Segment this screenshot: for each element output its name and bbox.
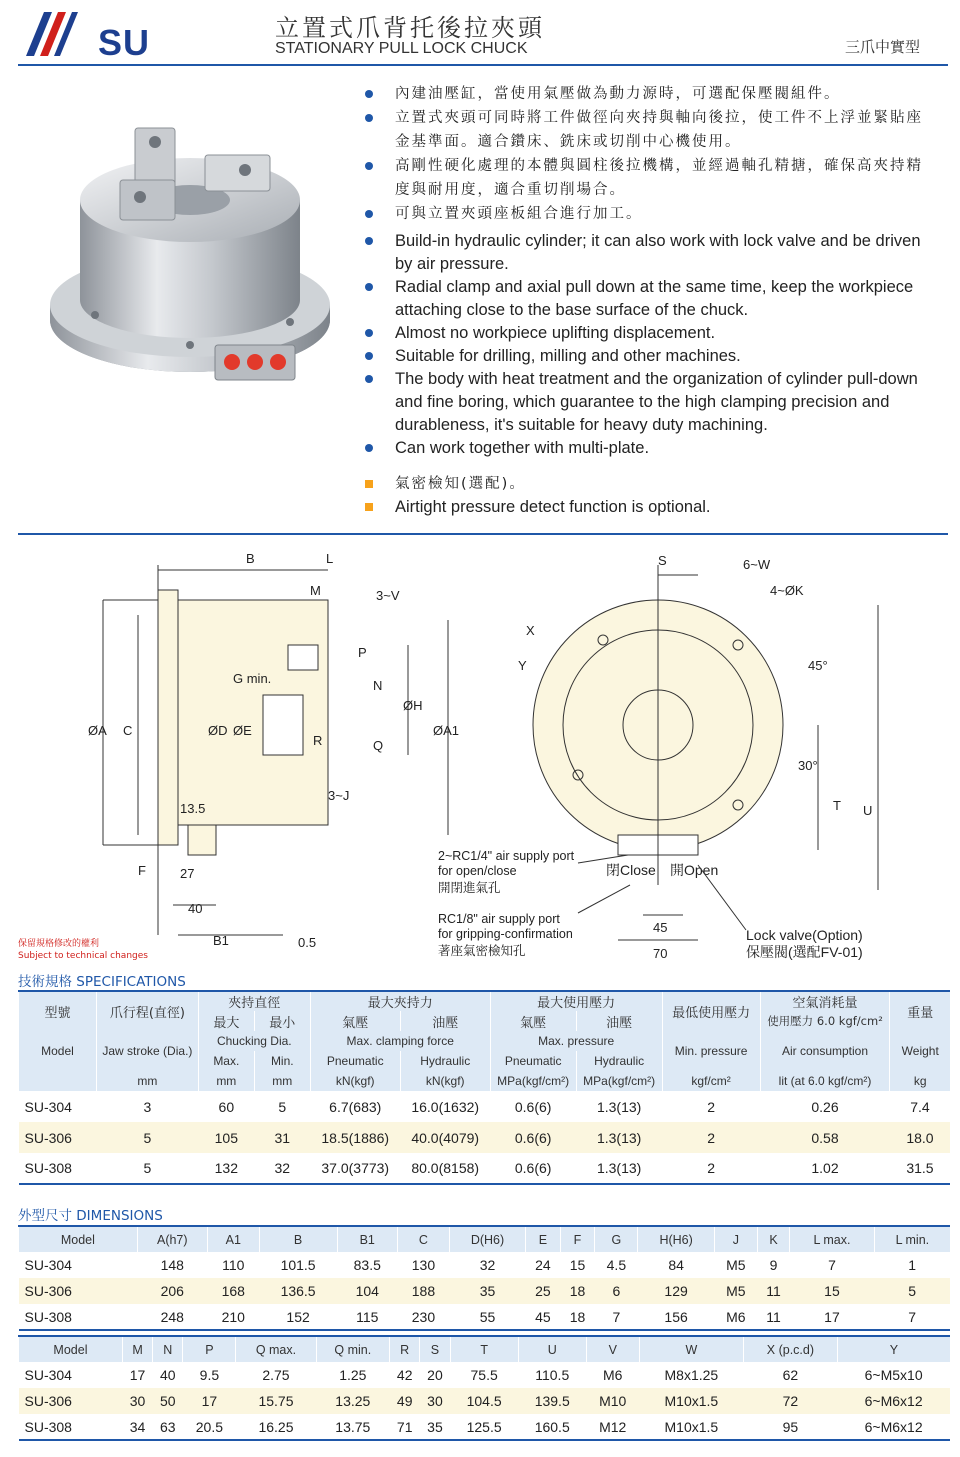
column-header: Model <box>19 1226 138 1252</box>
unit-cell: kgf/cm² <box>662 1071 760 1091</box>
value-cell: 6~M6x12 <box>837 1414 950 1440</box>
header-force-zh: 最大夾持力 <box>310 991 490 1011</box>
feature-en-2: Radial clamp and axial pull down at the same time, keep the workpiece attaching close to the base surface of the chuck. <box>365 276 935 322</box>
dim-label-T: T <box>833 798 841 813</box>
dim-label-C: C <box>123 723 133 738</box>
value-cell: 42 <box>396 1367 413 1383</box>
value-cell: 0.6(6) <box>490 1153 576 1184</box>
value-cell: 84 <box>668 1257 684 1273</box>
value-cell: 25 <box>526 1278 561 1304</box>
column-header: M <box>122 1336 152 1362</box>
header-air-zh: 空氣消耗量 <box>760 991 890 1011</box>
header-min-zh: 最小 <box>254 1011 310 1031</box>
header-pressure-en: Max. pressure <box>490 1031 662 1051</box>
dim-label-30deg: 30° <box>798 758 818 773</box>
column-header: B <box>259 1226 337 1252</box>
value-cell: 15 <box>569 1257 586 1273</box>
dim-label-H: ØH <box>403 698 423 713</box>
feature-list <box>365 82 935 519</box>
dim-label-R: R <box>313 733 323 748</box>
unit-cell: mm <box>254 1071 310 1091</box>
value-cell: 72 <box>744 1388 838 1414</box>
orange-square-icon <box>365 503 373 511</box>
value-cell: 7 <box>828 1257 836 1273</box>
value-cell: 32 <box>479 1257 496 1273</box>
value-cell: 11 <box>757 1278 789 1304</box>
value-cell: 0.26 <box>811 1098 839 1115</box>
bullet-icon <box>365 237 373 245</box>
value-cell: 152 <box>259 1304 337 1330</box>
value-cell: 1.25 <box>339 1367 367 1383</box>
value-cell: 30 <box>122 1388 152 1414</box>
value-cell: 9.5 <box>199 1367 220 1383</box>
column-header: Y <box>837 1336 950 1362</box>
value-cell: 40.0(4079) <box>400 1122 490 1153</box>
model-cell: SU-306 <box>19 1278 138 1304</box>
table-row <box>19 1278 951 1304</box>
model-cell: SU-308 <box>19 1304 138 1330</box>
value-cell: 13.75 <box>316 1414 389 1440</box>
header-minpress-en: Min. pressure <box>662 1031 760 1071</box>
value-cell: 210 <box>207 1304 259 1330</box>
column-header: A1 <box>207 1226 259 1252</box>
header-weight-zh: 重量 <box>890 991 950 1031</box>
header-hydraulic-zh: 油壓 <box>400 1011 490 1031</box>
value-cell: 60 <box>218 1098 235 1115</box>
value-cell: 50 <box>153 1388 183 1414</box>
column-header: W <box>639 1336 743 1362</box>
callout-open: 開Open <box>670 862 719 878</box>
column-header: G <box>595 1226 638 1252</box>
dim-label-U: U <box>863 803 873 818</box>
unit-cell: mm <box>96 1071 198 1091</box>
brand-logo <box>18 10 151 63</box>
value-cell: 24 <box>535 1257 551 1273</box>
value-cell: 1.3(13) <box>596 1098 642 1115</box>
table-row <box>19 1304 951 1330</box>
callout-supply-en2: for open/close <box>438 864 517 878</box>
value-cell: 110.5 <box>535 1367 570 1383</box>
dimensions-table-2-header <box>19 1336 951 1362</box>
value-cell: 125.5 <box>450 1414 518 1440</box>
callout-lock-valve-zh: 保壓閥(選配FV-01) <box>746 944 863 960</box>
value-cell: 104.5 <box>450 1388 518 1414</box>
table-row <box>19 1414 951 1440</box>
value-cell: 18 <box>560 1304 595 1330</box>
feature-en-4: Suitable for drilling, milling and other machines. <box>365 345 935 368</box>
value-cell: 104 <box>337 1278 398 1304</box>
optional-feature-zh: 氣密檢知(選配)。 <box>365 472 935 496</box>
technical-drawing <box>18 545 948 970</box>
value-cell: 206 <box>137 1278 207 1304</box>
dim-label-45deg: 45° <box>808 658 828 673</box>
dim-label-X: X <box>526 623 535 638</box>
value-cell: 49 <box>390 1388 420 1414</box>
callout-supply-en1: 2~RC1/4" air supply port <box>438 849 575 863</box>
header-max-zh: 最大 <box>198 1011 254 1031</box>
value-cell: 129 <box>638 1278 714 1304</box>
value-cell: 132 <box>198 1153 254 1184</box>
value-cell: 1 <box>908 1257 916 1273</box>
value-cell: M5 <box>726 1257 746 1273</box>
column-header: S <box>420 1336 450 1362</box>
column-header: L min. <box>874 1226 950 1252</box>
column-header: Q max. <box>236 1336 316 1362</box>
bullet-icon <box>365 114 373 122</box>
model-cell: SU-304 <box>24 1257 72 1273</box>
column-header: K <box>757 1226 789 1252</box>
value-cell: M6 <box>603 1367 623 1383</box>
value-cell: 148 <box>160 1257 184 1273</box>
value-cell: 2 <box>662 1153 760 1184</box>
value-cell: M10x1.5 <box>639 1388 743 1414</box>
dim-label-3J: 3~J <box>328 788 350 803</box>
value-cell: M5 <box>714 1278 757 1304</box>
value-cell: 2.75 <box>262 1367 290 1383</box>
dimensions-table-2 <box>18 1335 950 1441</box>
value-cell: M6 <box>714 1304 757 1330</box>
header-air-en: Air consumption <box>760 1031 890 1071</box>
value-cell: 7.4 <box>910 1098 930 1115</box>
dimensions-title: 外型尺寸 DIMENSIONS <box>18 1208 163 1224</box>
callout-close: 閉Close <box>606 862 656 878</box>
product-photo <box>40 100 340 400</box>
value-cell: 20.5 <box>183 1414 236 1440</box>
value-cell: 31.5 <box>890 1153 950 1184</box>
value-cell: 37.0(3773) <box>310 1153 400 1184</box>
header-hydraulic-en-2: Hydraulic <box>576 1051 662 1071</box>
dim-label-45: 45 <box>653 920 668 935</box>
section-divider <box>18 533 948 535</box>
value-cell: 168 <box>207 1278 259 1304</box>
unit-cell: MPa(kgf/cm²) <box>576 1071 662 1091</box>
model-cell: SU-304 <box>24 1098 72 1115</box>
callout-lock-valve-en: Lock valve(Option) <box>746 927 863 943</box>
value-cell: 20 <box>427 1367 443 1383</box>
dimensions-table-2-body <box>19 1362 951 1440</box>
value-cell: M8x1.25 <box>664 1367 719 1383</box>
dim-label-D: ØD <box>208 723 228 738</box>
value-cell: 34 <box>122 1414 152 1440</box>
value-cell: 0.6(6) <box>514 1098 552 1115</box>
value-cell: M10x1.5 <box>639 1414 743 1440</box>
column-header: E <box>526 1226 561 1252</box>
feature-en-6: Can work together with multi-plate. <box>365 437 935 460</box>
header-pneumatic-zh-2: 氣壓 <box>490 1011 576 1031</box>
value-cell: 17 <box>129 1367 146 1383</box>
optional-feature-en: Airtight pressure detect function is optional. <box>365 496 935 519</box>
dim-label-A1: ØA1 <box>433 723 460 738</box>
value-cell: 95 <box>744 1414 838 1440</box>
callout-confirm-zh: 著座氣密檢知孔 <box>438 944 526 958</box>
value-cell: 139.5 <box>518 1388 586 1414</box>
header-minpress-zh: 最低使用壓力 <box>662 991 760 1031</box>
dim-label-Gmin: G min. <box>233 671 272 686</box>
value-cell: 18.5(1886) <box>310 1122 400 1153</box>
header-force-en: Max. clamping force <box>310 1031 490 1051</box>
header-model-en: Model <box>19 1031 97 1071</box>
header-model-zh: 型號 <box>19 991 97 1031</box>
table-row <box>19 1122 951 1153</box>
bullet-icon <box>365 375 373 383</box>
bullet-icon <box>365 283 373 291</box>
page-title-en: STATIONARY PULL LOCK CHUCK <box>275 40 528 57</box>
specifications-table-body <box>19 1091 951 1184</box>
value-cell: 15 <box>790 1278 875 1304</box>
header-pneumatic-en: Pneumatic <box>310 1051 400 1071</box>
specifications-title: 技術規格 SPECIFICATIONS <box>18 974 186 990</box>
table-row <box>19 1153 951 1184</box>
dimensions-table-1-body <box>19 1252 951 1330</box>
column-header: T <box>450 1336 518 1362</box>
dim-label-B1: B1 <box>213 933 229 948</box>
value-cell: 55 <box>449 1304 525 1330</box>
value-cell: 101.5 <box>280 1257 316 1273</box>
column-header: C <box>398 1226 450 1252</box>
value-cell: 17 <box>790 1304 875 1330</box>
value-cell: 6.7(683) <box>329 1098 382 1115</box>
model-cell: SU-304 <box>24 1367 72 1383</box>
dim-label-40: 40 <box>188 901 203 916</box>
page-title-zh: 立置式爪背托後拉夾頭 <box>275 14 545 42</box>
column-header: P <box>183 1336 236 1362</box>
value-cell: 160.5 <box>518 1414 586 1440</box>
value-cell: 2 <box>707 1098 715 1115</box>
header-chucking-zh: 夾持直徑 <box>198 991 310 1011</box>
page-header <box>0 0 960 66</box>
value-cell: 18 <box>560 1278 595 1304</box>
dim-label-M: M <box>310 583 321 598</box>
value-cell: 1.02 <box>760 1153 890 1184</box>
dim-label-E: ØE <box>233 723 252 738</box>
value-cell: 1.3(13) <box>576 1153 662 1184</box>
value-cell: 110 <box>222 1257 245 1273</box>
column-header: A(h7) <box>137 1226 207 1252</box>
value-cell: 16.25 <box>236 1414 316 1440</box>
unit-cell: kN(kgf) <box>310 1071 400 1091</box>
callout-supply-zh: 開閉進氣孔 <box>438 881 501 895</box>
header-stroke-zh: 爪行程(直徑) <box>96 991 198 1031</box>
value-cell: 80.0(8158) <box>400 1153 490 1184</box>
value-cell: 115 <box>337 1304 398 1330</box>
value-cell: 1.3(13) <box>576 1122 662 1153</box>
bullet-icon <box>365 444 373 452</box>
value-cell: 3 <box>143 1098 152 1115</box>
feature-zh-1: 內建油壓缸，當使用氣壓做為動力源時，可選配保壓閥組件。 <box>365 82 935 106</box>
column-header: V <box>586 1336 639 1362</box>
value-cell: 15.75 <box>236 1388 316 1414</box>
value-cell: M12 <box>586 1414 639 1440</box>
header-min-en: Min. <box>254 1051 310 1071</box>
bullet-icon <box>365 352 373 360</box>
table-row <box>19 1388 951 1414</box>
value-cell: 105 <box>198 1122 254 1153</box>
column-header: Model <box>19 1336 123 1362</box>
value-cell: 136.5 <box>259 1278 337 1304</box>
unit-cell: lit (at 6.0 kgf/cm²) <box>760 1071 890 1091</box>
dim-label-Q: Q <box>373 738 384 753</box>
value-cell: 156 <box>638 1304 714 1330</box>
value-cell: 6 <box>595 1278 638 1304</box>
header-divider <box>18 64 948 66</box>
column-header: R <box>390 1336 420 1362</box>
value-cell: 32 <box>254 1153 310 1184</box>
column-header: F <box>560 1226 595 1252</box>
value-cell: 5 <box>874 1278 950 1304</box>
column-header: B1 <box>337 1226 398 1252</box>
value-cell: 188 <box>398 1278 450 1304</box>
dimension-drawing-svg <box>18 545 948 970</box>
value-cell: 71 <box>390 1414 420 1440</box>
column-header: N <box>153 1336 183 1362</box>
dim-label-Y: Y <box>518 658 527 673</box>
value-cell: 7 <box>595 1304 638 1330</box>
header-weight-en: Weight <box>890 1031 950 1071</box>
model-cell: SU-308 <box>19 1414 123 1440</box>
value-cell: 6~M5x10 <box>864 1367 923 1383</box>
column-header: X (p.c.d) <box>744 1336 838 1362</box>
value-cell: 0.6(6) <box>490 1122 576 1153</box>
dim-label-4K: 4~ØK <box>770 583 804 598</box>
header-pneumatic-en-2: Pneumatic <box>490 1051 576 1071</box>
feature-zh-2: 立置式夾頭可同時將工件做徑向夾持與軸向後拉，使工件不上浮並緊貼座金基準面。適合鑽床、銑床或切削中心機使用。 <box>365 106 935 154</box>
header-air-sub-zh: 使用壓力 6.0 kgf/cm² <box>760 1011 890 1031</box>
model-cell: SU-306 <box>19 1122 97 1153</box>
value-cell: M10 <box>586 1388 639 1414</box>
value-cell: 9 <box>769 1257 778 1273</box>
bullet-icon <box>365 329 373 337</box>
dim-label-P: P <box>358 645 367 660</box>
technical-change-note: 保留規格修改的權利 Subject to technical changes <box>18 939 148 961</box>
dimensions-table-1-header <box>19 1226 951 1252</box>
value-cell: 62 <box>782 1367 799 1383</box>
feature-en-1: Build-in hydraulic cylinder; it can also work with lock valve and be driven by air pressure. <box>365 230 935 276</box>
value-cell: 0.58 <box>760 1122 890 1153</box>
column-header: H(H6) <box>638 1226 714 1252</box>
value-cell: 40 <box>160 1367 176 1383</box>
dim-label-70: 70 <box>653 946 668 961</box>
header-hydraulic-en: Hydraulic <box>400 1051 490 1071</box>
value-cell: 5 <box>278 1098 287 1115</box>
bullet-icon <box>365 210 373 218</box>
header-chucking-en: Chucking Dia. <box>198 1031 310 1051</box>
column-header: U <box>518 1336 586 1362</box>
unit-cell: MPa(kgf/cm²) <box>490 1071 576 1091</box>
value-cell: 130 <box>411 1257 436 1273</box>
value-cell: 5 <box>96 1153 198 1184</box>
dim-label-F: F <box>138 863 146 878</box>
header-pneumatic-zh: 氣壓 <box>310 1011 400 1031</box>
table-row <box>19 1362 951 1388</box>
value-cell: 35 <box>449 1278 525 1304</box>
dim-label-L: L <box>326 551 334 566</box>
orange-square-icon <box>365 480 373 488</box>
bullet-icon <box>365 162 373 170</box>
feature-en-5: The body with heat treatment and the organization of cylinder pull-down and fine boring, which guarantee to the high clamping precision and durableness, it's suitable for heavy duty machining. <box>365 368 935 437</box>
unit-cell: kg <box>890 1071 950 1091</box>
table-row <box>19 1091 951 1122</box>
logo-text: SU <box>98 22 151 63</box>
specifications-table <box>18 990 950 1185</box>
value-cell: 83.5 <box>353 1257 381 1273</box>
feature-zh-3: 高剛性硬化處理的本體與圓柱後拉機構，並經過軸孔精搪，確保高夾持精度與耐用度，適合重切削場合。 <box>365 154 935 202</box>
callout-confirm-en2: for gripping-confirmation <box>438 927 573 941</box>
dim-label-N: N <box>373 678 383 693</box>
value-cell: 63 <box>153 1414 183 1440</box>
value-cell: 35 <box>420 1414 450 1440</box>
header-stroke-en: Jaw stroke (Dia.) <box>96 1031 198 1071</box>
value-cell: 18.0 <box>890 1122 950 1153</box>
column-header: J <box>714 1226 757 1252</box>
dim-label-0-5: 0.5 <box>298 935 317 950</box>
value-cell: 13.25 <box>316 1388 389 1414</box>
table-row <box>19 1252 951 1278</box>
dim-label-13-5: 13.5 <box>180 801 206 816</box>
product-type-label: 三爪中實型 <box>844 38 920 56</box>
header-max-en: Max. <box>198 1051 254 1071</box>
dim-label-S: S <box>658 553 667 568</box>
value-cell: 2 <box>662 1122 760 1153</box>
value-cell: 31 <box>254 1122 310 1153</box>
value-cell: 75.5 <box>470 1367 498 1383</box>
feature-zh-4: 可與立置夾頭座板組合進行加工。 <box>365 202 935 226</box>
value-cell: 17 <box>183 1388 236 1414</box>
header-hydraulic-zh-2: 油壓 <box>576 1011 662 1031</box>
column-header: D(H6) <box>449 1226 525 1252</box>
value-cell: 5 <box>96 1122 198 1153</box>
dim-label-A: ØA <box>88 723 107 738</box>
value-cell: 45 <box>526 1304 561 1330</box>
column-header: Q min. <box>316 1336 389 1362</box>
value-cell: 7 <box>874 1304 950 1330</box>
model-cell: SU-308 <box>19 1153 97 1184</box>
model-cell: SU-306 <box>19 1388 123 1414</box>
unit-cell: mm <box>198 1071 254 1091</box>
dim-label-3V: 3~V <box>376 588 400 603</box>
dim-label-27: 27 <box>180 866 195 881</box>
value-cell: 16.0(1632) <box>411 1098 480 1115</box>
value-cell: 11 <box>757 1304 789 1330</box>
value-cell: 30 <box>420 1388 450 1414</box>
dimensions-table-1 <box>18 1225 950 1331</box>
value-cell: 230 <box>398 1304 450 1330</box>
unit-cell: kN(kgf) <box>400 1071 490 1091</box>
bullet-icon <box>365 90 373 98</box>
callout-confirm-en1: RC1/8" air supply port <box>438 912 560 926</box>
dim-label-6W: 6~W <box>743 557 771 572</box>
dim-label-B: B <box>246 551 255 566</box>
value-cell: 6~M6x12 <box>837 1388 950 1414</box>
value-cell: 248 <box>137 1304 207 1330</box>
header-pressure-zh: 最大使用壓力 <box>490 991 662 1011</box>
value-cell: 4.5 <box>606 1257 627 1273</box>
feature-en-3: Almost no workpiece uplifting displacement. <box>365 322 935 345</box>
column-header: L max. <box>790 1226 875 1252</box>
